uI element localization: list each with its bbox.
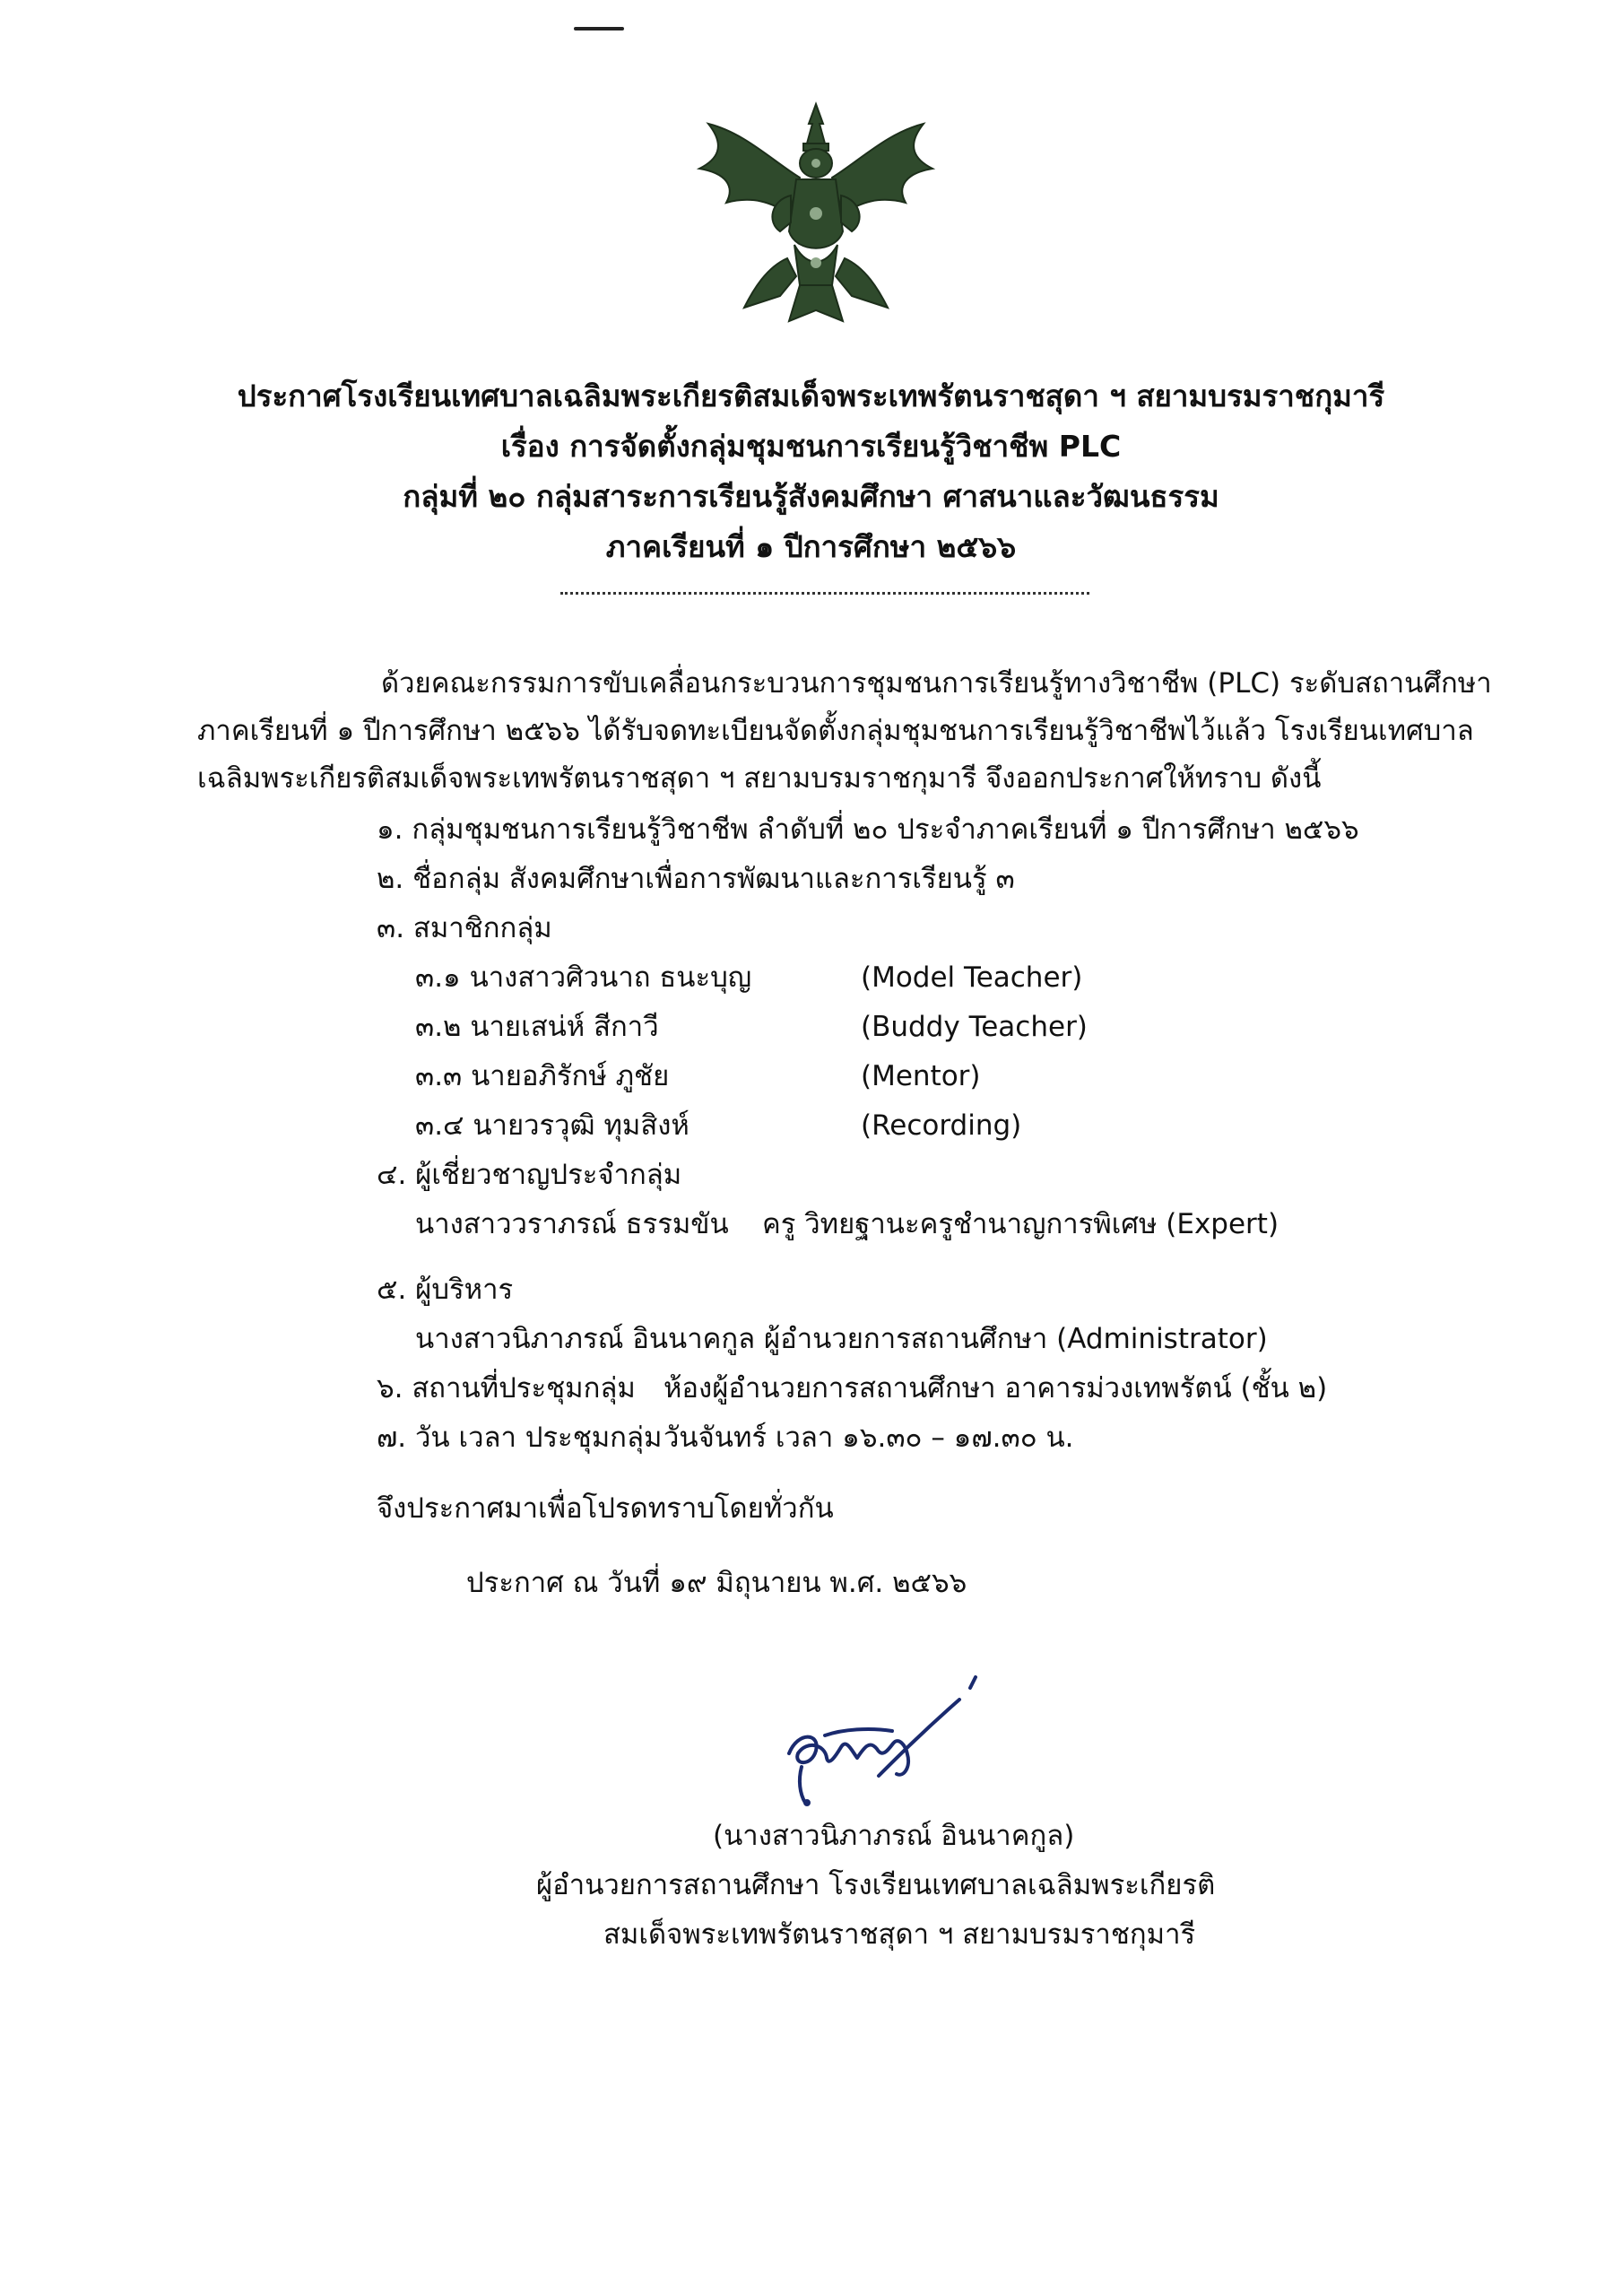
handwritten-signature bbox=[771, 1668, 986, 1812]
intro-line-1: ด้วยคณะกรรมการขับเคลื่อนกระบวนการชุมชนการเรียนรู้ทางวิชาชีพ (PLC) ระดับสถานศึกษา bbox=[381, 667, 1492, 700]
item-7-label: ๗. วัน เวลา ประชุมกลุ่ม bbox=[377, 1422, 663, 1454]
expert-name: นางสาววราภรณ์ ธรรมขัน bbox=[415, 1208, 729, 1240]
item-2: ๒. ชื่อกลุ่ม สังคมศึกษาเพื่อการพัฒนาและการเรียนรู้ ๓ bbox=[377, 863, 1015, 895]
item-5: ๕. ผู้บริหาร bbox=[377, 1274, 514, 1306]
dotted-divider bbox=[560, 592, 1089, 595]
member-name-4: ๓.๔ นายวรวุฒิ ทุมสิงห์ bbox=[415, 1109, 690, 1142]
item-1: ๑. กลุ่มชุมชนการเรียนรู้วิชาชีพ ลำดับที่ ๒๐ ประจำภาคเรียนที่ ๑ ปีการศึกษา ๒๕๖๖ bbox=[377, 813, 1359, 846]
heading-line-1: ประกาศโรงเรียนเทศบาลเฉลิมพระเกียรติสมเด็จพระเทพรัตนราชสุดา ฯ สยามบรมราชกุมารี bbox=[237, 378, 1385, 413]
member-name-1: ๓.๑ นางสาวศิวนาถ ธนะบุญ bbox=[415, 961, 752, 994]
member-name-3: ๓.๓ นายอภิรักษ์ ภูชัย bbox=[415, 1060, 670, 1092]
heading-line-2: เรื่อง การจัดตั้งกลุ่มชุมชนการเรียนรู้วิชาชีพ PLC bbox=[500, 429, 1122, 464]
member-role-4: (Recording) bbox=[861, 1109, 1022, 1142]
garuda-emblem bbox=[681, 97, 950, 339]
item-3: ๓. สมาชิกกลุ่ม bbox=[377, 912, 552, 944]
signer-title-2: สมเด็จพระเทพรัตนราชสุดา ฯ สยามบรมราชกุมารี bbox=[603, 1918, 1196, 1951]
member-role-2: (Buddy Teacher) bbox=[861, 1011, 1088, 1043]
item-7-value: วันจันทร์ เวลา ๑๖.๓๐ – ๑๗.๓๐ น. bbox=[664, 1422, 1074, 1454]
member-name-2: ๓.๒ นายเสน่ห์ สีกาวี bbox=[415, 1011, 659, 1043]
admin-line: นางสาวนิภาภรณ์ อินนาคกูล ผู้อำนวยการสถานศึกษา (Administrator) bbox=[415, 1323, 1268, 1355]
intro-line-3: เฉลิมพระเกียรติสมเด็จพระเทพรัตนราชสุดา ฯ สยามบรมราชกุมารี จึงออกประกาศให้ทราบ ดังนี้ bbox=[197, 762, 1322, 795]
item-6-label: ๖. สถานที่ประชุมกลุ่ม bbox=[377, 1372, 636, 1405]
expert-role: ครู วิทยฐานะครูชำนาญการพิเศษ (Expert) bbox=[762, 1208, 1279, 1240]
signer-title-1: ผู้อำนวยการสถานศึกษา โรงเรียนเทศบาลเฉลิมพระเกียรติ bbox=[536, 1869, 1216, 1901]
member-role-3: (Mentor) bbox=[861, 1060, 981, 1092]
heading-line-4: ภาคเรียนที่ ๑ ปีการศึกษา ๒๕๖๖ bbox=[605, 529, 1017, 564]
heading-line-3: กลุ่มที่ ๒๐ กลุ่มสาระการเรียนรู้สังคมศึกษา ศาสนาและวัฒนธรรม bbox=[403, 479, 1219, 514]
item-6-value: ห้องผู้อำนวยการสถานศึกษา อาคารม่วงเทพรัตน์ (ชั้น ๒) bbox=[664, 1372, 1328, 1405]
item-4: ๔. ผู้เชี่ยวชาญประจำกลุ่ม bbox=[377, 1159, 682, 1191]
closing-statement: จึงประกาศมาเพื่อโปรดทราบโดยทั่วกัน bbox=[377, 1492, 834, 1525]
member-role-1: (Model Teacher) bbox=[861, 961, 1083, 994]
signer-name: (นางสาวนิภาภรณ์ อินนาคกูล) bbox=[713, 1820, 1075, 1852]
intro-line-2: ภาคเรียนที่ ๑ ปีการศึกษา ๒๕๖๖ ได้รับจดทะเบียนจัดตั้งกลุ่มชุมชนการเรียนรู้วิชาชีพไว้แล้ว โรงเรียนเทศบาล bbox=[197, 715, 1474, 747]
announcement-date: ประกาศ ณ วันที่ ๑๙ มิถุนายน พ.ศ. ๒๕๖๖ bbox=[466, 1567, 967, 1599]
scan-mark bbox=[574, 27, 624, 30]
